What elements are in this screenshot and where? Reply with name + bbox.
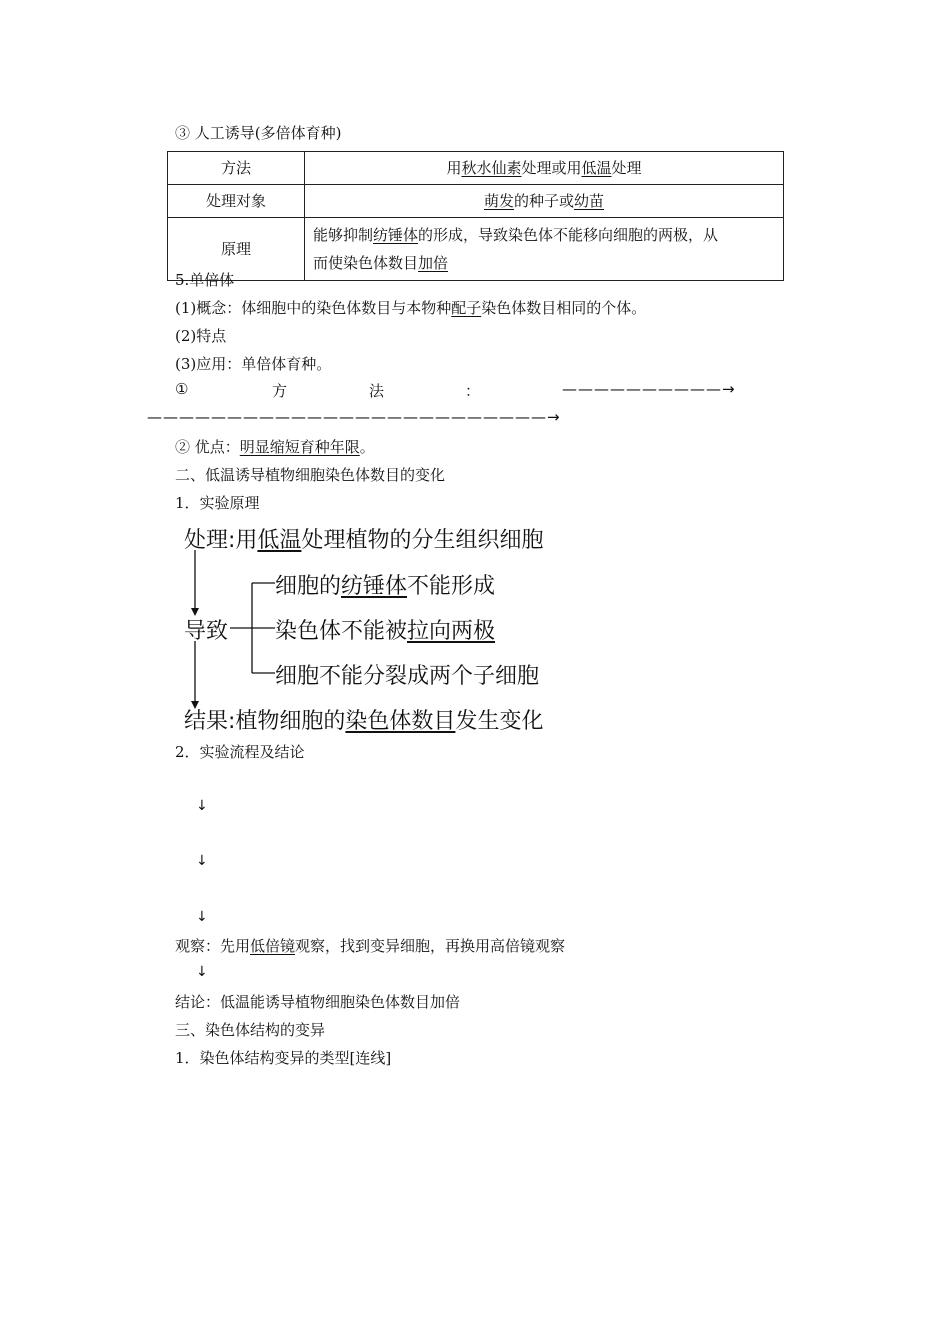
diagram-lead: 导致 [184,619,229,644]
haploid-concept: (1)概念：体细胞中的染色体数目与本物种配子染色体数目相同的个体。 [175,299,647,317]
flow-arrow-1: ——————————→ [562,380,736,398]
flow-arrow-2: —————————————————————————→ [147,408,561,426]
section-structure-variation: 三、染色体结构的变异 [175,1021,326,1039]
haploid-application: (3)应用：单倍体育种。 [175,355,332,373]
table-cell-method: 用秋水仙素处理或用低温处理 [305,152,784,185]
method-marker: ① [175,380,189,398]
diagram-branch-spindle: 细胞的纺锤体不能形成 [275,574,496,599]
table-header-method: 方法 [168,152,305,185]
experiment-flow-heading: 2．实验流程及结论 [175,743,305,761]
polyploid-method-table [167,151,784,281]
table-header-principle: 原理 [168,218,305,281]
table-cell-object: 萌发的种子或幼苗 [305,185,784,218]
table-header-object: 处理对象 [168,185,305,218]
table-row [168,218,784,281]
table-cell-principle: 能够抑制纺锤体的形成，导致染色体不能移向细胞的两极，从 而使染色体数目加倍 [305,218,784,281]
method-colon: ： [465,382,481,400]
subsection-artificial-induction: ③ 人工诱导(多倍体育种) [175,124,342,142]
section-haploid: 5.单倍体 [175,271,235,289]
method-char-2: 法 [369,382,385,400]
flow-down-arrow: ↓ [196,798,208,814]
structure-variation-types: 1．染色体结构变异的类型[连线] [175,1049,392,1067]
section-low-temp: 二、低温诱导植物细胞染色体数目的变化 [175,466,446,484]
diagram-result: 结果:植物细胞的染色体数目发生变化 [184,709,544,734]
conclusion-step: 结论：低温能诱导植物细胞染色体数目加倍 [175,993,461,1011]
diagram-branch-division: 细胞不能分裂成两个子细胞 [275,664,540,689]
principle-diagram [180,515,600,740]
table-row [168,152,784,185]
table-row [168,185,784,218]
method-char-1: 方 [272,382,288,400]
experiment-principle-heading: 1．实验原理 [175,494,260,512]
flow-down-arrow: ↓ [196,853,208,869]
flow-down-arrow: ↓ [196,909,208,925]
diagram-treatment: 处理:用低温处理植物的分生组织细胞 [184,528,544,553]
diagram-branch-chromosome: 染色体不能被拉向两极 [275,619,496,644]
haploid-advantage: ② 优点：明显缩短育种年限。 [175,438,375,456]
flow-down-arrow: ↓ [196,964,208,980]
observation-step: 观察：先用低倍镜观察，找到变异细胞，再换用高倍镜观察 [175,937,566,955]
haploid-features: (2)特点 [175,327,227,345]
